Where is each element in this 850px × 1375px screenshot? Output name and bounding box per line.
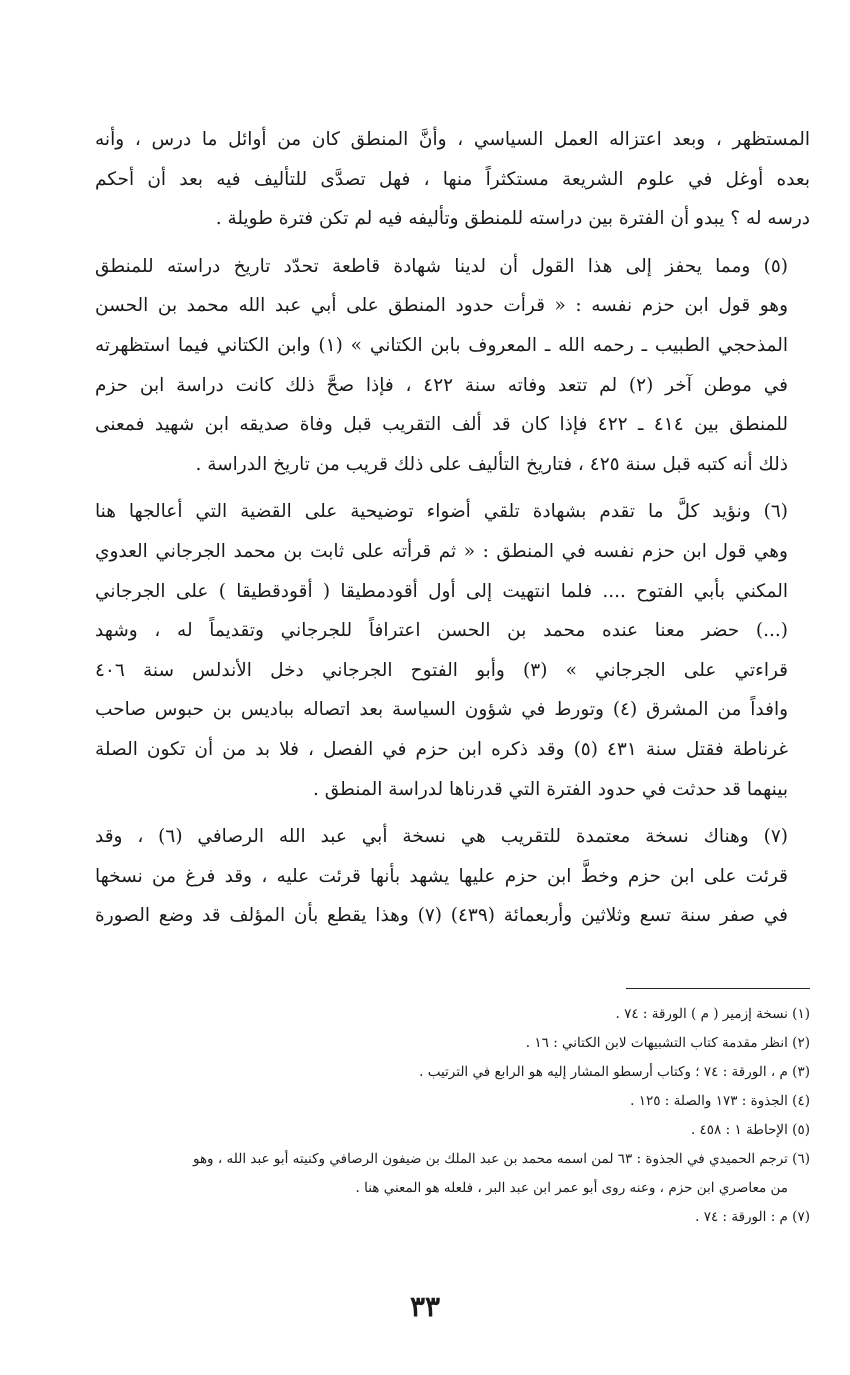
text-line: المستظهر ، وبعد اعتزاله العمل السياسي ، وأنَّ المنطق كان من أوائل ما درس ، وأنه <box>95 129 810 150</box>
footnote-separator <box>626 988 810 989</box>
text-line: (...) حضر معنا عنده محمد بن الحسن اعترافاً للجرجاني وتقديماً له ، وشهد <box>95 620 788 642</box>
text-line: (٧) وهناك نسخة معتمدة للتقريب هي نسخة أبي عبد الله الرصافي (٦) ، وقد <box>95 826 788 848</box>
paragraph <box>95 817 810 936</box>
page-number: ٣٣ <box>409 1290 441 1323</box>
text-line: (٦) ونؤيد كلَّ ما تقدم بشهادة تلقي أضواء توضيحية على القضية التي أعالجها هنا <box>95 501 788 523</box>
footnote: (٢) انظر مقدمة كتاب التشبيهات لابن الكتاني : ١٦ . <box>525 1035 810 1051</box>
text-line: غرناطة فقتل سنة ٤٣١ (٥) وقد ذكره ابن حزم في الفصل ، فلا بد من أن تكون الصلة <box>95 738 788 760</box>
paragraph <box>95 120 810 239</box>
main-text <box>95 120 810 944</box>
text-line: قرئت على ابن حزم وخطَّ ابن حزم عليها يشهد بأنها قرئت عليه ، وقد فرغ من نسخها <box>95 865 788 887</box>
text-line: بعده أوغل في علوم الشريعة مستكثراً منها ، فهل تصدَّى للتأليف فيه بعد أن أحكم <box>95 168 810 190</box>
footnote: (٤) الجذوة : ١٧٣ والصلة : ١٢٥ . <box>630 1093 810 1109</box>
text-line: درسه له ؟ يبدو أن الفترة بين دراسته للمنطق وتأليفه فيه لم تكن فترة طويلة . <box>215 208 810 230</box>
footnote: (٥) الإحاطة ١ : ٤٥٨ . <box>690 1122 810 1138</box>
text-line: وهو قول ابن حزم نفسه : « قرأت حدود المنطق على أبي عبد الله محمد بن الحسن <box>95 295 788 317</box>
paragraph <box>95 492 810 809</box>
footnote: (٣) م ، الورقة : ٧٤ ؛ وكتاب أرسطو المشار إليه هو الرابع في الترتيب . <box>419 1064 810 1080</box>
text-line: في صفر سنة تسع وثلاثين وأربعمائة (٤٣٩) (٧) وهذا يقطع بأن المؤلف قد وضع الصورة <box>95 905 788 927</box>
footnote: (٧) م : الورقة : ٧٤ . <box>695 1209 810 1225</box>
footnotes <box>110 1000 810 1232</box>
text-line: المذحجي الطبيب ـ رحمه الله ـ المعروف بابن الكتاني » (١) وابن الكتاني فيما استظهرته <box>95 334 788 356</box>
text-line: ذلك أنه كتبه قبل سنة ٤٢٥ ، فتاريخ التأليف على ذلك قريب من تاريخ الدراسة . <box>195 453 788 475</box>
text-line: قراءتي على الجرجاني » (٣) وأبو الفتوح الجرجاني دخل الأندلس سنة ٤٠٦ <box>95 659 789 681</box>
footnote-continuation: من معاصري ابن حزم ، وعنه روى أبو عمر ابن عبد البر ، فلعله هو المعني هنا . <box>355 1180 788 1196</box>
text-line: (٥) ومما يحفز إلى هذا القول أن لدينا شهادة قاطعة تحدّد تاريخ دراسته للمنطق <box>95 255 788 277</box>
text-line: المكني بأبي الفتوح .... فلما انتهيت إلى أول أقودمطيقا ( أقودقطيقا ) على الجرجاني <box>95 580 788 602</box>
text-line: وهي قول ابن حزم نفسه في المنطق : « ثم قرأته على ثابت بن محمد الجرجاني العدوي <box>95 540 788 562</box>
text-line: بينهما قد حدثت في حدود الفترة التي قدرناها لدراسة المنطق . <box>312 778 788 800</box>
paragraph <box>95 247 810 485</box>
footnote: (١) نسخة إزمير ( م ) الورقة : ٧٤ . <box>615 1006 810 1022</box>
text-line: للمنطق بين ٤١٤ ـ ٤٢٢ فإذا كان قد ألف التقريب قبل وفاة صديقه ابن شهيد فمعنى <box>95 414 788 436</box>
text-line: في موطن آخر (٢) لم تتعد وفاته سنة ٤٢٢ ، فإذا صحَّ ذلك كانت دراسة ابن حزم <box>95 374 788 396</box>
text-line: وافداً من المشرق (٤) وتورط في شؤون السياسة بعد اتصاله بباديس بن حبوس صاحب <box>95 699 789 721</box>
footnote: (٦) ترجم الحميدي في الجذوة : ٦٣ لمن اسمه محمد بن عبد الملك بن ضيفون الرصافي وكنيته أبو عبد الله ، وهو <box>192 1151 810 1167</box>
